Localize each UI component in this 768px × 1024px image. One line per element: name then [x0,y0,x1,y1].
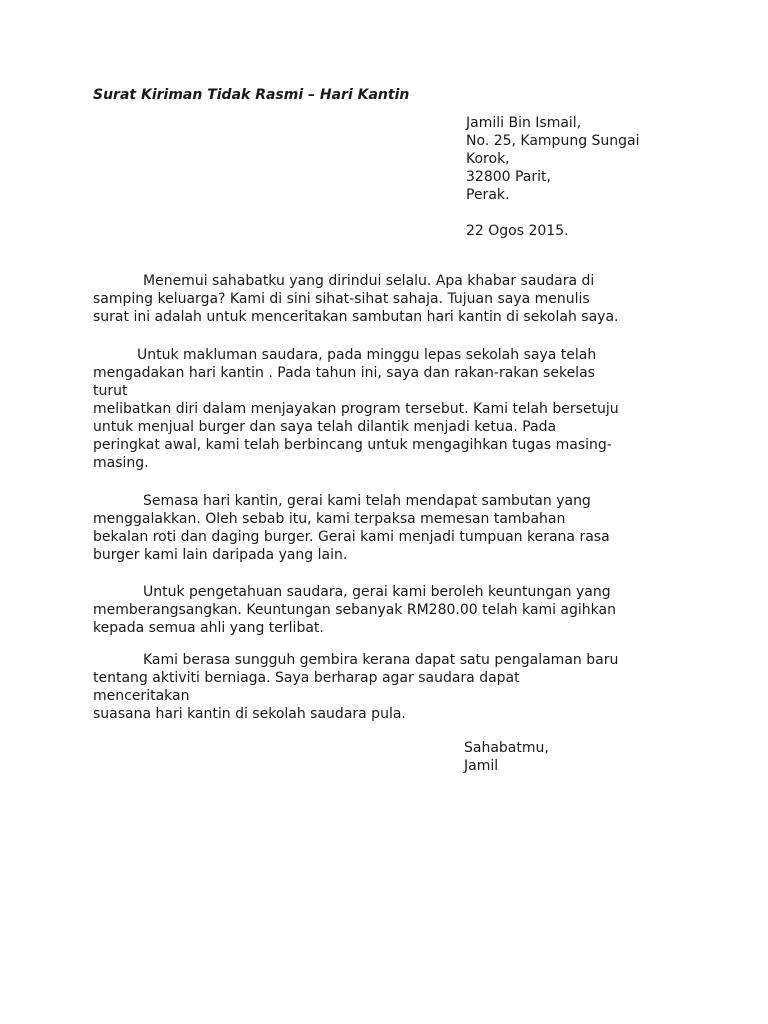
paragraph-line: memberangsangkan. Keuntungan sebanyak RM280.00 telah kami agihkan [93,602,616,618]
signature-name: Jamil [464,758,499,774]
closing-salutation: Sahabatmu, [464,740,549,756]
paragraph-line: Untuk makluman saudara, pada minggu lepas sekolah saya telah [137,347,597,363]
address-line: No. 25, Kampung Sungai [466,133,640,149]
paragraph-line: untuk menjual burger dan saya telah dilantik menjadi ketua. Pada [93,419,557,435]
paragraph-2 [93,346,619,472]
paragraph-line: tentang aktiviti berniaga. Saya berharap agar saudara dapat [93,670,520,686]
paragraph-4 [93,583,616,637]
paragraph-3 [93,492,610,564]
paragraph-line: menceritakan [93,688,190,704]
letter-date: 22 Ogos 2015. [466,223,569,239]
sender-address [466,114,640,204]
address-line: Perak. [466,187,510,203]
paragraph-line: Semasa hari kantin, gerai kami telah mendapat sambutan yang [143,493,591,509]
letter-closing [464,739,549,775]
paragraph-line: Kami berasa sungguh gembira kerana dapat satu pengalaman baru [143,652,619,668]
paragraph-line: melibatkan diri dalam menjayakan program tersebut. Kami telah bersetuju [93,401,619,417]
address-line: 32800 Parit, [466,169,551,185]
paragraph-line: surat ini adalah untuk menceritakan sambutan hari kantin di sekolah saya. [93,309,619,325]
paragraph-line: samping keluarga? Kami di sini sihat-sihat sahaja. Tujuan saya menulis [93,291,590,307]
address-line: Jamili Bin Ismail, [466,115,582,131]
paragraph-line: menggalakkan. Oleh sebab itu, kami terpaksa memesan tambahan [93,511,566,527]
paragraph-line: burger kami lain daripada yang lain. [93,547,348,563]
paragraph-line: suasana hari kantin di sekolah saudara pula. [93,706,406,722]
paragraph-1 [93,272,618,326]
paragraph-5 [93,651,618,723]
paragraph-line: turut [93,383,128,399]
letter-title: Surat Kiriman Tidak Rasmi – Hari Kantin [93,87,410,103]
paragraph-line: Untuk pengetahuan saudara, gerai kami beroleh keuntungan yang [143,584,611,600]
paragraph-line: mengadakan hari kantin . Pada tahun ini, saya dan rakan-rakan sekelas [93,365,595,381]
paragraph-line: Menemui sahabatku yang dirindui selalu. Apa khabar saudara di [143,273,595,289]
paragraph-line: peringkat awal, kami telah berbincang untuk mengagihkan tugas masing- [93,437,612,453]
paragraph-line: bekalan roti dan daging burger. Gerai kami menjadi tumpuan kerana rasa [93,529,610,545]
paragraph-line: kepada semua ahli yang terlibat. [93,620,324,636]
paragraph-line: masing. [93,455,149,471]
address-line: Korok, [466,151,510,167]
